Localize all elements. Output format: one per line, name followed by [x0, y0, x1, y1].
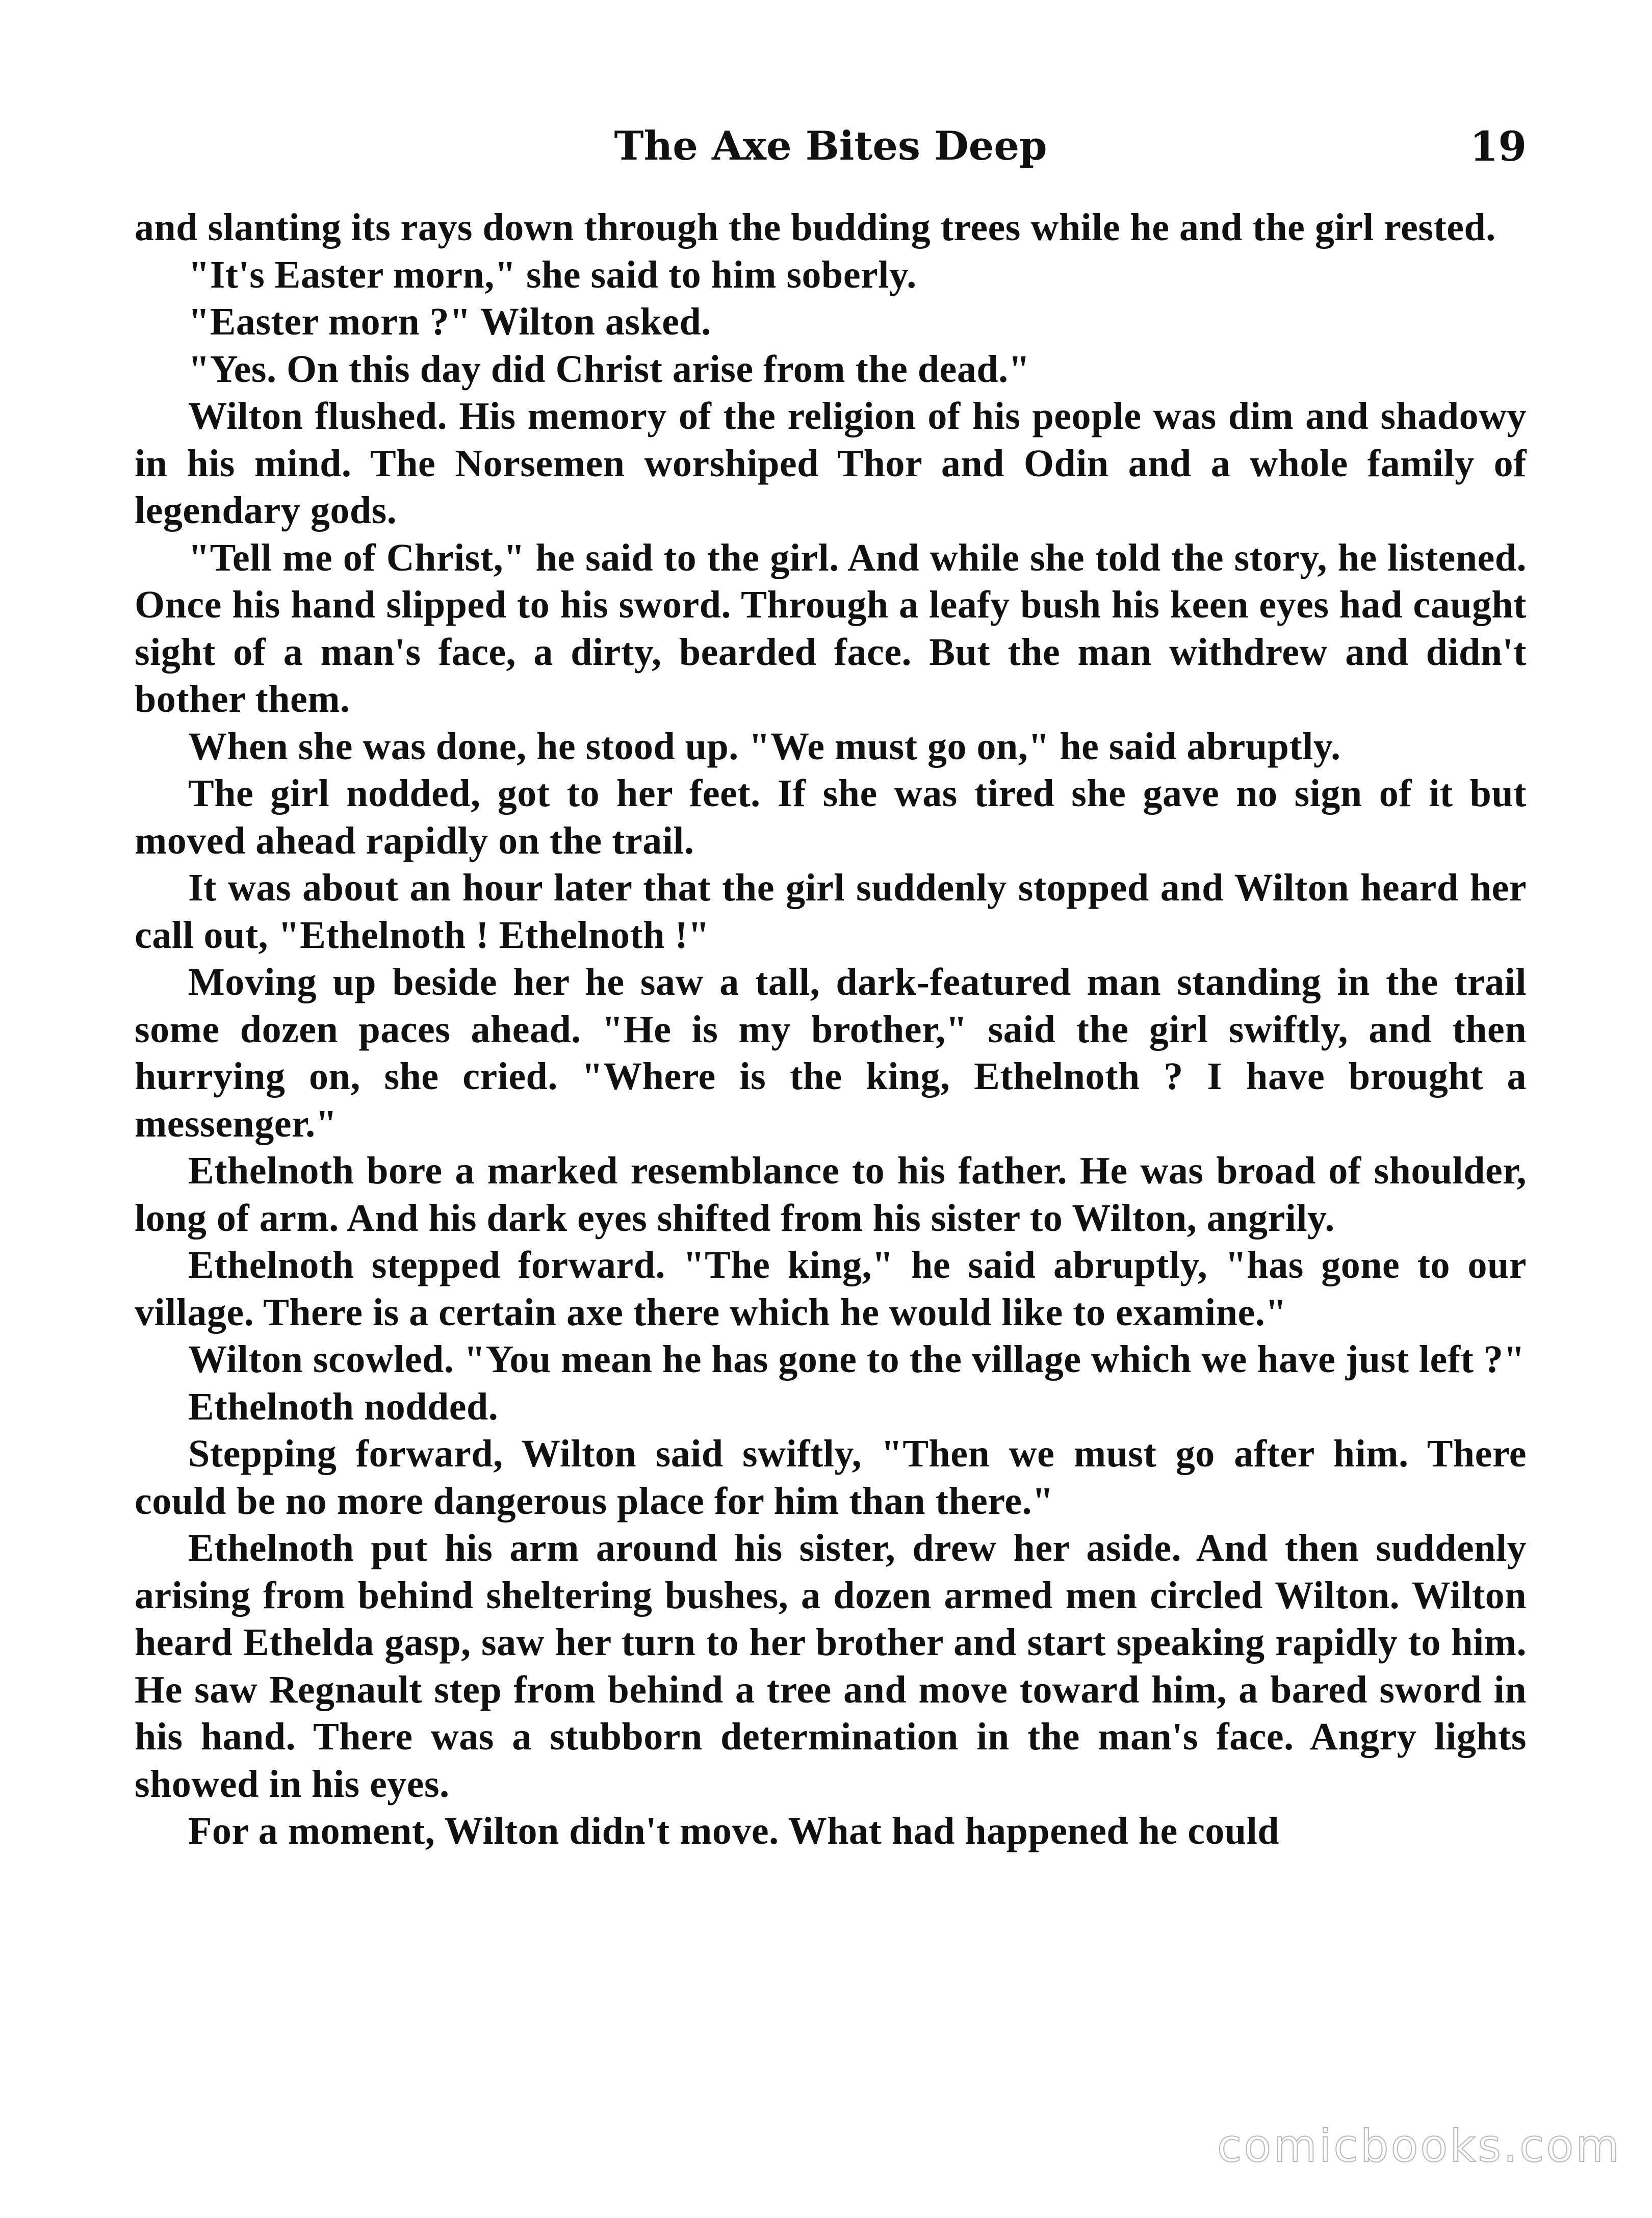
body-text: [135, 204, 1527, 1855]
page-header: [135, 118, 1527, 174]
paragraph: Ethelnoth put his arm around his sister, drew her aside. And then suddenly arising from behind sheltering bushes, a dozen armed men circled Wilton. Wilton heard Ethelda gasp, saw her turn to her brother and start speaking rapidly to him. He saw Regnault step from behind a tree and move toward him, a bared sword in his hand. There was a stubborn determination in the man's face. Angry lights showed in his eyes.: [135, 1527, 1527, 1806]
paragraph: "Tell me of Christ," he said to the girl. And while she told the story, he listened. Once his hand slipped to his sword. Through a leafy bush his keen eyes had caught sight of a man's face, a dirty, bearded face. But the man withdrew and didn't bother them.: [135, 536, 1527, 720]
paragraph: "Easter morn ?" Wilton asked.: [188, 300, 711, 343]
paragraph: The girl nodded, got to her feet. If she was tired she gave no sign of it but moved ahead rapidly on the trail.: [135, 772, 1527, 862]
running-title: The Axe Bites Deep: [614, 123, 1047, 169]
paragraph: When she was done, he stood up. "We must go on," he said abruptly.: [188, 725, 1341, 768]
paragraph: Wilton scowled. "You mean he has gone to the village which we have just left ?": [188, 1338, 1526, 1381]
paragraph: For a moment, Wilton didn't move. What had happened he could: [188, 1810, 1280, 1852]
paragraph: Ethelnoth nodded.: [188, 1385, 499, 1428]
paragraph: Ethelnoth stepped forward. "The king," he said abruptly, "has gone to our village. There is a certain axe there which he would like to examine.": [135, 1244, 1527, 1334]
paragraph: Stepping forward, Wilton said swiftly, "Then we must go after him. There could be no more dangerous place for him than there.": [135, 1432, 1527, 1523]
paragraph: "Yes. On this day did Christ arise from the dead.": [188, 347, 1030, 391]
paragraph: Ethelnoth bore a marked resemblance to his father. He was broad of shoulder, long of arm. And his dark eyes shifted from his sister to Wilton, angrily.: [135, 1149, 1527, 1240]
paragraph: "It's Easter morn," she said to him soberly.: [188, 253, 917, 296]
paragraph: Moving up beside her he saw a tall, dark-featured man standing in the trail some dozen paces ahead. "He is my brother," said the girl swiftly, and then hurrying on, she cried. "Where is the king, Ethelnoth ? I have brought a messenger.": [135, 961, 1527, 1145]
page-number: 19: [1469, 122, 1527, 170]
site-watermark: comicbooks.com: [1217, 2120, 1621, 2172]
paragraph: Wilton flushed. His memory of the religion of his people was dim and shadowy in his mind. The Norsemen worshiped Thor and Odin and a whole family of legendary gods.: [135, 395, 1527, 532]
paragraph: It was about an hour later that the girl suddenly stopped and Wilton heard her call out, "Ethelnoth ! Ethelnoth !": [135, 866, 1527, 957]
paragraph: and slanting its rays down through the budding trees while he and the girl rested.: [135, 206, 1496, 249]
